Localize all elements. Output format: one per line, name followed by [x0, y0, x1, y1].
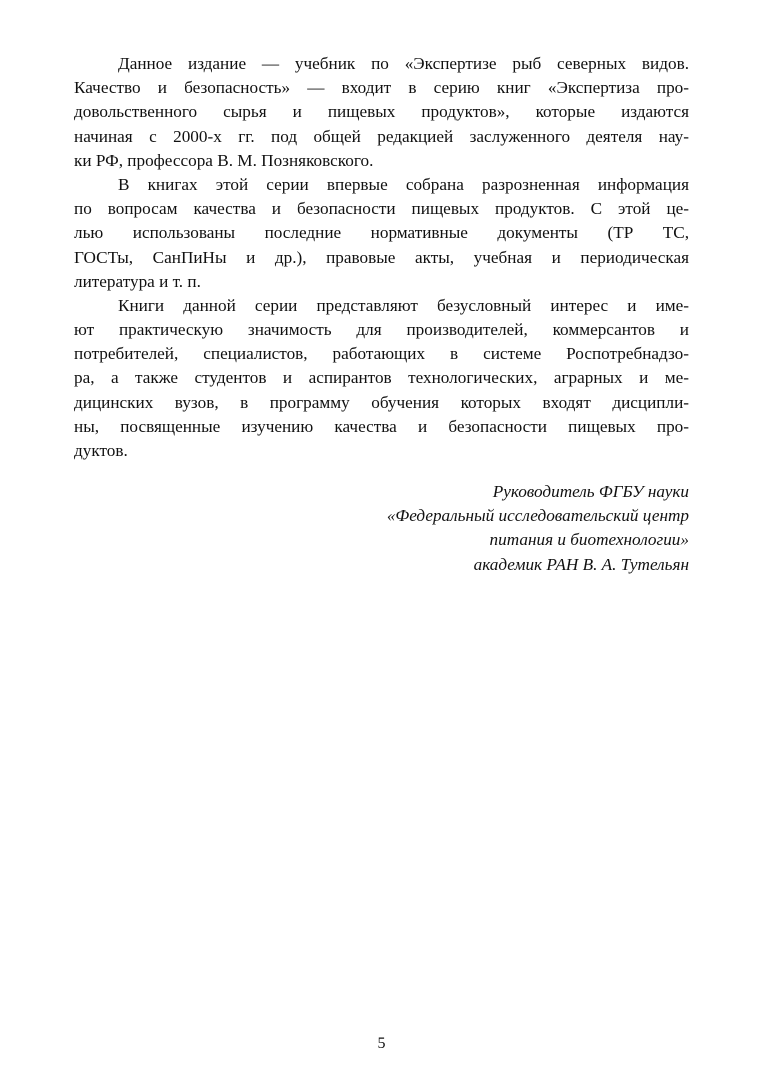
text-line: довольственного сырья и пищевых продуктов», которые издаются: [74, 102, 689, 122]
signature-line: Руководитель ФГБУ науки: [492, 482, 689, 501]
paragraph: [74, 52, 689, 173]
text-line: ГОСТы, СанПиНы и др.), правовые акты, учебная и периодическая: [74, 247, 689, 267]
text-line: Книги данной серии представляют безусловный интерес и име-: [118, 295, 689, 315]
text-line: дуктов.: [74, 441, 128, 460]
page-number: 5: [377, 1035, 386, 1052]
text-line: В книгах этой серии впервые собрана разрозненная информация: [118, 174, 689, 194]
text-line: ки РФ, профессора В. М. Позняковского.: [74, 150, 374, 170]
text-line: Качество и безопасность» — входит в серию книг «Экспертиза про-: [74, 78, 689, 98]
signature-line: академик РАН В. А. Тутельян: [473, 554, 689, 574]
text-line: ра, а также студентов и аспирантов технологических, аграрных и ме-: [74, 368, 689, 388]
paragraph: [74, 294, 689, 463]
signature-line: «Федеральный исследовательский центр: [386, 506, 689, 526]
text-line: по вопросам качества и безопасности пищевых продуктов. С этой це-: [74, 199, 689, 219]
paragraph: [74, 173, 689, 294]
text-line: дицинских вузов, в программу обучения которых входят дисципли-: [74, 392, 689, 412]
text-line: лью использованы последние нормативные документы (ТР ТС,: [74, 223, 689, 243]
text-line: начиная с 2000-х гг. под общей редакцией заслуженного деятеля нау-: [74, 126, 689, 146]
main-text: [74, 52, 689, 463]
text-line: потребителей, специалистов, работающих в системе Роспотребнадзо-: [74, 344, 689, 364]
text-line: Данное издание — учебник по «Экспертизе рыб северных видов.: [118, 54, 689, 73]
signature-line: питания и биотехнологии»: [489, 530, 689, 550]
signature-block: [387, 480, 689, 577]
text-line: литература и т. п.: [74, 271, 201, 291]
text-line: ют практическую значимость для производителей, коммерсантов и: [74, 320, 689, 340]
text-line: ны, посвященные изучению качества и безопасности пищевых про-: [74, 416, 689, 436]
